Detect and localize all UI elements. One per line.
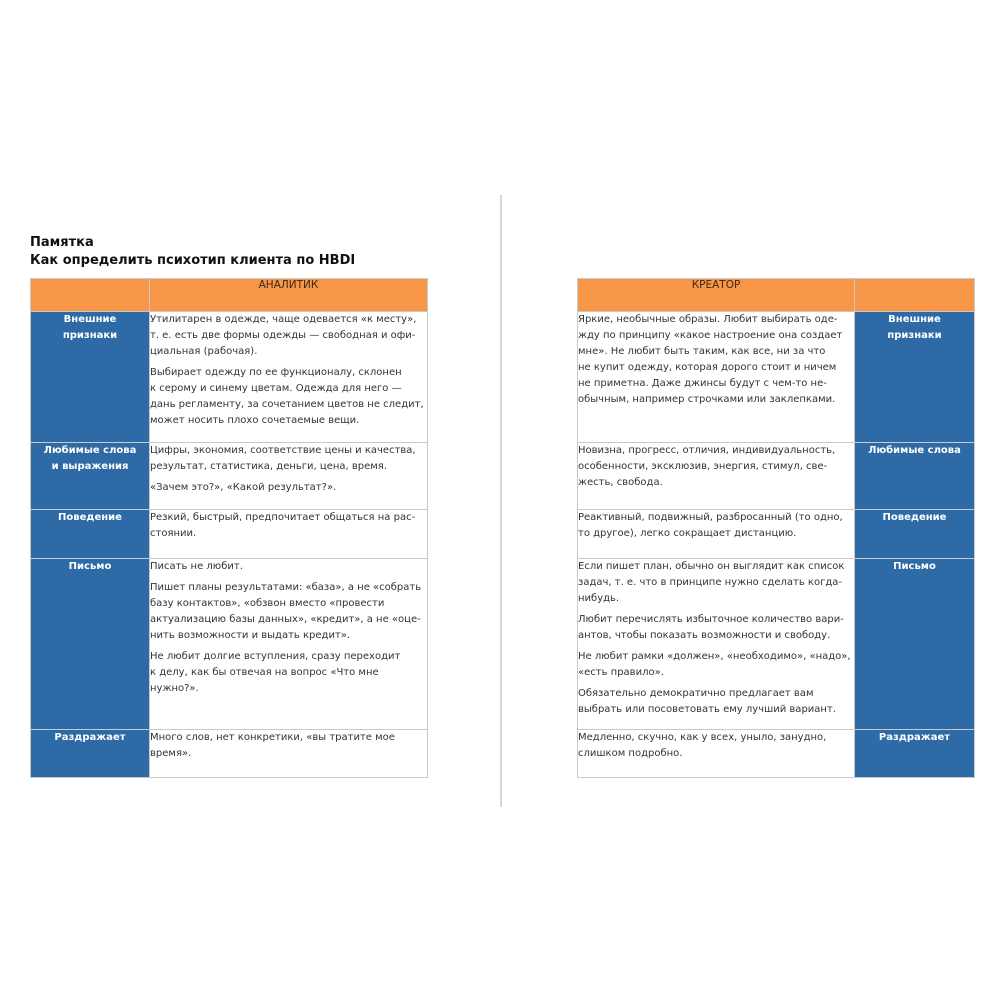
analyst-row-label [31, 443, 150, 510]
label-line: Любимые слова [43, 445, 137, 456]
document-title: Памятка [30, 235, 94, 250]
label-line: Письмо [68, 561, 112, 572]
creator-row-text [578, 730, 855, 778]
paragraph [150, 649, 427, 697]
text-line: «есть правило». [578, 667, 664, 678]
paragraph [578, 443, 854, 491]
analyst-row-text [150, 443, 428, 510]
text-line: к делу, как бы отвечая на вопрос «Что мне [150, 667, 379, 678]
label-line: Внешние [63, 314, 117, 325]
text-line: нибудь. [578, 593, 620, 604]
text-line: слишком подробно. [578, 748, 683, 759]
paragraph [578, 559, 854, 607]
text-line: жду по принципу «какое настроение она создает [578, 330, 843, 341]
creator-row-text [578, 312, 855, 443]
creator-row-label [855, 510, 975, 559]
paragraph [578, 649, 854, 681]
analyst-row-label [31, 312, 150, 443]
label-line: Раздражает [54, 732, 126, 743]
paragraph [150, 510, 427, 542]
creator-row [578, 559, 975, 730]
text-line: время». [150, 748, 192, 759]
text-line: Резкий, быстрый, предпочитает общаться на рас- [150, 512, 416, 523]
text-line: Новизна, прогресс, отличия, индивидуальность, [578, 445, 836, 456]
text-line: «Зачем это?», «Какой результат?». [150, 482, 337, 493]
text-line: то другое), легко сокращает дистанцию. [578, 528, 797, 539]
analyst-row [31, 443, 428, 510]
paragraph [578, 686, 854, 718]
analyst-row-text [150, 730, 428, 778]
label-line: Внешние [888, 314, 941, 325]
text-line: Реактивный, подвижный, разбросанный (то одно, [578, 512, 843, 523]
text-line: циальная (рабочая). [150, 346, 258, 357]
text-line: Много слов, нет конкретики, «вы тратите мое [150, 732, 395, 743]
analyst-row [31, 730, 428, 778]
text-line: нить возможности и выдать кредит». [150, 630, 351, 641]
text-line: Обязательно демократично предлагает вам [578, 688, 814, 699]
text-line: нужно?». [150, 683, 199, 694]
text-line: Выбирает одежду по ее функционалу, склонен [150, 367, 402, 378]
creator-row-text [578, 443, 855, 510]
analyst-row-text [150, 510, 428, 559]
document-subtitle: Как определить психотип клиента по HBDI [30, 253, 356, 268]
analyst-row [31, 559, 428, 730]
creator-header-row [578, 279, 975, 312]
label-line: Поведение [58, 512, 122, 523]
paragraph [578, 312, 854, 408]
text-line: задач, т. е. что в принципе нужно сделать когда- [578, 577, 842, 588]
text-line: мне». Не любит быть таким, как все, ни за что [578, 346, 826, 357]
label-line: и выражения [51, 461, 129, 472]
text-line: обычным, например строчками или заклепками. [578, 394, 836, 405]
creator-row-label [855, 559, 975, 730]
analyst-row-label [31, 730, 150, 778]
page-divider [500, 195, 502, 807]
text-line: дань регламенту, за сочетанием цветов не следит, [150, 399, 424, 410]
label-line: признаки [62, 330, 118, 341]
analyst-table [30, 278, 428, 778]
text-line: Не любит долгие вступления, сразу переходит [150, 651, 401, 662]
label-line: признаки [887, 330, 942, 341]
text-line: Не любит рамки «должен», «необходимо», «надо», [578, 651, 851, 662]
creator-row-label [855, 730, 975, 778]
paragraph [578, 730, 854, 762]
creator-header-blank [855, 279, 975, 312]
creator-row [578, 443, 975, 510]
paragraph [150, 580, 427, 644]
creator-row-text [578, 559, 855, 730]
paragraph [578, 510, 854, 542]
text-line: Пишет планы результатами: «база», а не «собрать [150, 582, 422, 593]
text-line: выбрать или посоветовать ему лучший вариант. [578, 704, 836, 715]
label-line: Любимые слова [868, 445, 961, 456]
analyst-header-blank [31, 279, 150, 312]
creator-table [577, 278, 975, 778]
text-line: не купит одежду, которая дорого стоит и ничем [578, 362, 837, 373]
paragraph [150, 480, 427, 496]
document-title-block [30, 234, 355, 270]
analyst-row-label [31, 559, 150, 730]
text-line: Яркие, необычные образы. Любит выбирать оде- [578, 314, 838, 325]
text-line: Любит перечислять избыточное количество вари- [578, 614, 844, 625]
label-line: Письмо [893, 561, 936, 572]
analyst-row-label [31, 510, 150, 559]
text-line: антов, чтобы показать возможности и свободу. [578, 630, 831, 641]
label-line: Раздражает [878, 732, 951, 743]
text-line: особенности, эксклюзив, энергия, стимул, све- [578, 461, 828, 472]
paragraph [150, 312, 427, 360]
analyst-column-title: АНАЛИТИК [150, 279, 428, 312]
text-line: актуализацию базы данных», «кредит», а не «оце- [150, 614, 421, 625]
text-line: т. е. есть две формы одежды — свободная и офи- [150, 330, 416, 341]
creator-row-label [855, 443, 975, 510]
text-line: Цифры, экономия, соответствие цены и качества, [150, 445, 416, 456]
text-line: Медленно, скучно, как у всех, уныло, занудно, [578, 732, 827, 743]
creator-row [578, 312, 975, 443]
creator-row-label [855, 312, 975, 443]
paragraph [150, 559, 427, 575]
text-line: может носить плохо сочетаемые вещи. [150, 415, 360, 426]
text-line: стоянии. [150, 528, 197, 539]
text-line: не приметна. Даже джинсы будут с чем-то не- [578, 378, 827, 389]
text-line: результат, статистика, деньги, цена, время. [150, 461, 388, 472]
paragraph [578, 612, 854, 644]
paragraph [150, 443, 427, 475]
text-line: Утилитарен в одежде, чаще одевается «к месту», [150, 314, 417, 325]
text-line: Если пишет план, обычно он выглядит как список [578, 561, 845, 572]
creator-row [578, 510, 975, 559]
analyst-row-text [150, 559, 428, 730]
creator-column-title: КРЕАТОР [578, 279, 855, 312]
label-line: Поведение [882, 512, 947, 523]
analyst-header-row [31, 279, 428, 312]
analyst-row [31, 510, 428, 559]
paragraph [150, 730, 427, 762]
text-line: жесть, свобода. [578, 477, 663, 488]
analyst-row [31, 312, 428, 443]
analyst-row-text [150, 312, 428, 443]
text-line: к серому и синему цветам. Одежда для него — [150, 383, 402, 394]
creator-row-text [578, 510, 855, 559]
text-line: базу контактов», «обзвон вместо «провести [150, 598, 385, 609]
paragraph [150, 365, 427, 429]
creator-row [578, 730, 975, 778]
text-line: Писать не любит. [150, 561, 243, 572]
